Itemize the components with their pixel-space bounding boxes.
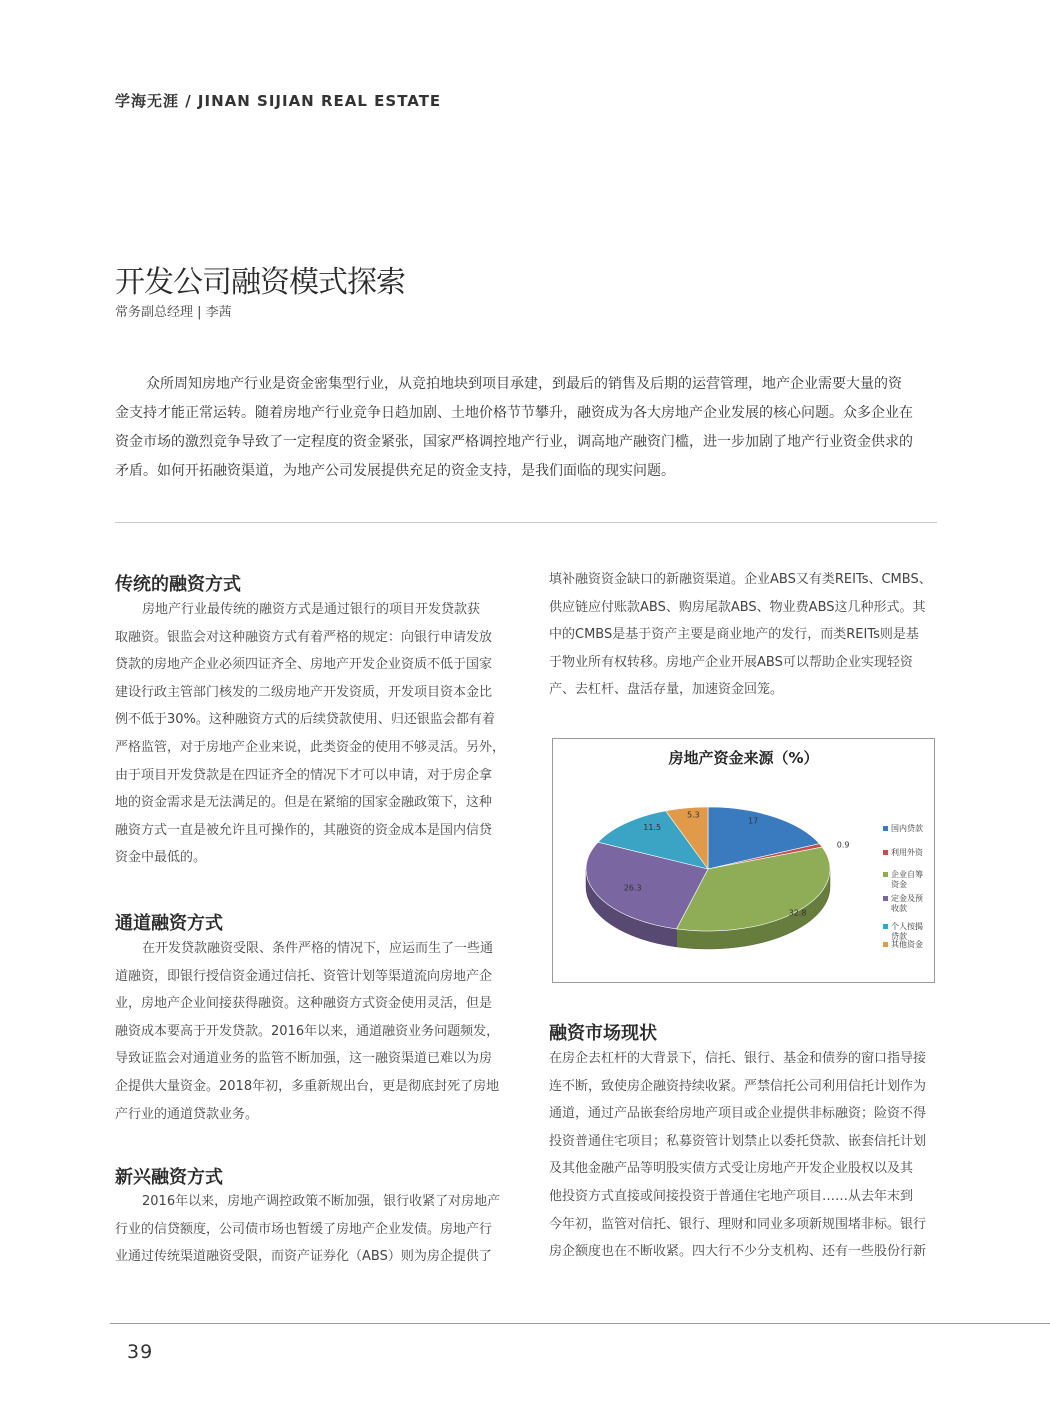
body-line: 于物业所有权转移。房地产企业开展ABS可以帮助企业实现轻资 xyxy=(549,654,913,670)
body-line: 他投资方式直接或间接投资于普通住宅地产项目……从去年末到 xyxy=(549,1188,914,1204)
body-line: 业通过传统渠道融资受限，而资产证券化（ABS）则为房企提供了 xyxy=(115,1249,492,1265)
intro-line: 矛盾。如何开拓融资渠道，为地产公司发展提供充足的资金支持，是我们面临的现实问题。 xyxy=(115,463,675,479)
body-line: 地的资金需求是无法满足的。但是在紧缩的国家金融政策下，这种 xyxy=(115,795,493,811)
header-brand: 学海无涯 / JINAN SIJIAN REAL ESTATE xyxy=(115,92,442,110)
body-line: 2016年以来，房地产调控政策不断加强，银行收紧了对房地产 xyxy=(142,1194,501,1209)
section-title-market: 融资市场现状 xyxy=(549,1023,657,1044)
legend-swatch xyxy=(883,850,888,855)
intro-line: 金支持才能正常运转。随着房地产行业竞争日趋加剧、土地价格节节攀升，融资成为各大房地产企业发展的核心问题。众多企业在 xyxy=(115,405,913,421)
body-line: 供应链应付账款ABS、购房尾款ABS、物业费ABS这几种形式。其 xyxy=(549,599,926,615)
body-line: 行业的信贷额度，公司债市场也暂缓了房地产企业发债。房地产行 xyxy=(115,1221,493,1237)
byline: 常务副总经理 | 李茜 xyxy=(115,305,232,320)
body-line: 中的CMBS是基于资产主要是商业地产的发行，而类REITs则是基 xyxy=(549,627,919,643)
body-line: 投资普通住宅项目；私募资管计划禁止以委托贷款、嵌套信托计划 xyxy=(549,1133,927,1149)
body-line: 导致证监会对通道业务的监管不断加强，这一融资渠道已难以为房 xyxy=(115,1051,493,1067)
body-line: 业，房地产企业间接获得融资。这种融资方式资金使用灵活，但是 xyxy=(115,996,493,1012)
body-line: 通道，通过产品嵌套给房地产项目或企业提供非标融资；险资不得 xyxy=(549,1106,927,1122)
body-line: 严格监管，对于房地产企业来说，此类资金的使用不够灵活。另外， xyxy=(115,739,506,755)
legend-label: 企业自筹 资金 xyxy=(891,870,923,889)
section-title-emerging: 新兴融资方式 xyxy=(115,1167,223,1188)
pie-data-label: 26.3 xyxy=(623,883,642,893)
body-line: 资金中最低的。 xyxy=(115,850,207,866)
body-line: 取融资。银监会对这种融资方式有着严格的规定：向银行申请发放 xyxy=(115,629,493,645)
pie-data-label: 32.8 xyxy=(788,908,807,918)
page-number: 39 xyxy=(127,1341,154,1363)
channel-body xyxy=(115,935,505,1128)
legend-swatch xyxy=(883,826,888,831)
body-line: 房企额度也在不断收紧。四大行不少分支机构、还有一些股份行新 xyxy=(549,1244,927,1260)
chart-title: 房地产资金来源（%） xyxy=(668,749,819,767)
body-line: 今年初，监管对信托、银行、理财和同业多项新规围堵非标。银行 xyxy=(549,1216,927,1232)
section-divider xyxy=(115,522,937,523)
legend-swatch xyxy=(883,872,888,877)
pie-data-label: 0.9 xyxy=(836,840,850,850)
legend-label: 国内贷款 xyxy=(891,824,923,833)
body-line: 填补融资资金缺口的新融资渠道。企业ABS又有类REITs、CMBS、 xyxy=(549,572,932,587)
body-line: 融资成本要高于开发贷款。2016年以来，通道融资业务问题频发， xyxy=(115,1023,500,1039)
body-line: 产行业的通道贷款业务。 xyxy=(115,1106,259,1122)
body-line: 由于项目开发贷款是在四证齐全的情况下才可以申请，对于房企拿 xyxy=(115,767,493,783)
pie-data-label: 11.5 xyxy=(643,822,662,832)
footer-divider xyxy=(110,1323,1050,1324)
body-line: 及其他金融产品等明股实债方式受让房地产开发企业股权以及其 xyxy=(549,1161,914,1177)
body-line: 例不低于30%。这种融资方式的后续贷款使用、归还银监会都有着 xyxy=(115,712,495,728)
pie-chart xyxy=(553,739,936,984)
body-line: 在房企去杠杆的大背景下，信托、银行、基金和债券的窗口指导接 xyxy=(549,1051,927,1066)
article-title: 开发公司融资模式探索 xyxy=(115,265,405,300)
legend-swatch xyxy=(883,896,888,901)
body-line: 在开发贷款融资受限、条件严格的情况下，应运而生了一些通 xyxy=(142,941,494,956)
intro-line: 资金市场的激烈竞争导致了一定程度的资金紧张，国家严格调控地产行业，调高地产融资门槛，进一步加剧了地产行业资金供求的 xyxy=(115,434,913,450)
market-body xyxy=(549,1045,939,1266)
body-line: 房地产行业最传统的融资方式是通过银行的项目开发贷款获 xyxy=(142,602,481,617)
body-line: 融资方式一直是被允许且可操作的，其融资的资金成本是国内信贷 xyxy=(115,822,493,838)
legend-label: 定金及预 收款 xyxy=(891,894,923,913)
emerging-body-continued xyxy=(549,566,939,704)
pie-chart-frame xyxy=(552,738,935,983)
pie-data-label: 5.3 xyxy=(687,810,700,820)
pie-data-label: 17 xyxy=(748,816,759,826)
body-line: 建设行政主管部门核发的二级房地产开发资质，开发项目资本金比 xyxy=(115,684,493,700)
legend-label: 个人按揭 贷款 xyxy=(891,922,923,941)
body-line: 贷款的房地产企业必须四证齐全、房地产开发企业资质不低于国家 xyxy=(115,657,493,673)
legend-label: 利用外资 xyxy=(891,848,923,857)
legend-swatch xyxy=(883,942,888,947)
body-line: 产、去杠杆、盘活存量，加速资金回笼。 xyxy=(549,682,784,698)
intro-paragraph xyxy=(115,370,937,486)
traditional-body xyxy=(115,596,505,872)
body-line: 连不断，致使房企融资持续收紧。严禁信托公司利用信托计划作为 xyxy=(549,1078,927,1094)
body-line: 企提供大量资金。2018年初，多重新规出台，更是彻底封死了房地 xyxy=(115,1078,500,1094)
legend-swatch xyxy=(883,924,888,929)
legend-label: 其他资金 xyxy=(891,940,923,949)
emerging-body xyxy=(115,1188,505,1271)
intro-line: 众所周知房地产行业是资金密集型行业，从竞拍地块到项目承建，到最后的销售及后期的运营管理，地产企业需要大量的资 xyxy=(146,376,902,392)
section-title-traditional: 传统的融资方式 xyxy=(115,574,241,595)
section-title-channel: 通道融资方式 xyxy=(115,913,223,934)
body-line: 道融资，即银行授信资金通过信托、资管计划等渠道流向房地产企 xyxy=(115,968,493,984)
